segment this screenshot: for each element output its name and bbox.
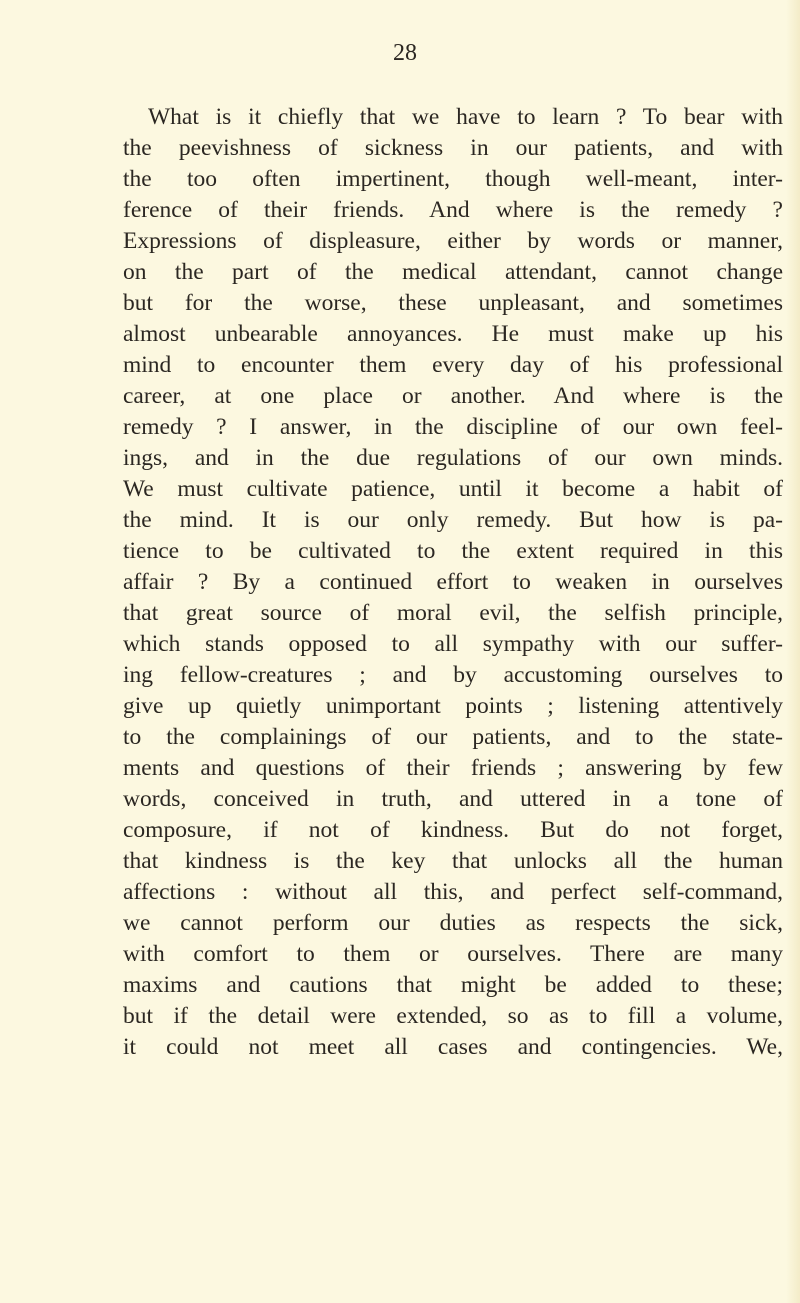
text-line-content: that great source of moral evil, the selfish principle, <box>123 600 783 626</box>
text-line-content: the too often impertinent, though well-meant, inter- <box>123 166 783 192</box>
text-line <box>123 784 783 815</box>
text-line-content: tience to be cultivated to the extent required in this <box>123 538 783 564</box>
text-line-content: ings, and in the due regulations of our own minds. <box>123 445 783 471</box>
text-line <box>123 195 783 226</box>
text-line-content: remedy ? I answer, in the discipline of our own feel- <box>123 414 783 440</box>
text-line-content: to the complainings of our patients, and to the state- <box>123 724 783 750</box>
text-line-content: maxims and cautions that might be added to these; <box>123 972 783 998</box>
text-line <box>123 722 783 753</box>
text-line <box>123 536 783 567</box>
text-line-content: ments and questions of their friends ; answering by few <box>123 755 783 781</box>
body-text <box>123 102 783 1063</box>
text-line <box>123 443 783 474</box>
text-line-content: but if the detail were extended, so as to fill a volume, <box>123 1003 783 1029</box>
text-line-content: almost unbearable annoyances. He must make up his <box>123 321 783 347</box>
text-line <box>123 629 783 660</box>
text-line <box>123 939 783 970</box>
text-line <box>123 970 783 1001</box>
text-line <box>123 660 783 691</box>
text-line <box>123 1032 783 1063</box>
text-line <box>123 877 783 908</box>
text-line <box>123 753 783 784</box>
text-line-content: composure, if not of kindness. But do not forget, <box>123 817 783 843</box>
text-line-content: We must cultivate patience, until it become a habit of <box>123 476 783 502</box>
text-line-content: words, conceived in truth, and uttered in a tone of <box>123 786 783 812</box>
text-line <box>123 164 783 195</box>
text-line-content: What is it chiefly that we have to learn ? To bear with <box>148 104 783 130</box>
page-edge-shadow <box>786 0 800 1303</box>
text-line <box>123 319 783 350</box>
text-line-content: the peevishness of sickness in our patients, and with <box>123 135 783 161</box>
text-line <box>123 133 783 164</box>
text-line-content: it could not meet all cases and contingencies. We, <box>123 1034 783 1060</box>
text-line <box>123 815 783 846</box>
text-line-content: the mind. It is our only remedy. But how is pa- <box>123 507 783 533</box>
text-line-content: but for the worse, these unpleasant, and sometimes <box>123 290 783 316</box>
text-line-content: affections : without all this, and perfect self-command, <box>123 879 783 905</box>
text-line <box>123 691 783 722</box>
text-line-content: with comfort to them or ourselves. There are many <box>123 941 783 967</box>
text-line <box>123 257 783 288</box>
text-line <box>123 102 783 133</box>
text-line <box>123 505 783 536</box>
text-line-content: we cannot perform our duties as respects the sick, <box>123 910 783 936</box>
text-line <box>123 567 783 598</box>
text-line-content: that kindness is the key that unlocks all the human <box>123 848 783 874</box>
text-line <box>123 412 783 443</box>
text-line <box>123 381 783 412</box>
text-line <box>123 1001 783 1032</box>
text-line-content: which stands opposed to all sympathy with our suffer- <box>123 631 783 657</box>
text-line <box>123 846 783 877</box>
text-line-content: affair ? By a continued effort to weaken in ourselves <box>123 569 783 595</box>
text-line-content: ing fellow-creatures ; and by accustoming ourselves to <box>123 662 783 688</box>
text-line-content: give up quietly unimportant points ; listening attentively <box>123 693 783 719</box>
text-line <box>123 288 783 319</box>
text-line-content: career, at one place or another. And where is the <box>123 383 783 409</box>
text-line <box>123 598 783 629</box>
text-line <box>123 908 783 939</box>
text-line <box>123 350 783 381</box>
text-line-content: ference of their friends. And where is the remedy ? <box>123 197 783 223</box>
page-number: 28 <box>393 40 417 66</box>
text-line-content: on the part of the medical attendant, cannot change <box>123 259 783 285</box>
text-line <box>123 474 783 505</box>
text-line-content: mind to encounter them every day of his professional <box>123 352 783 378</box>
text-line <box>123 226 783 257</box>
text-line-content: Expressions of displeasure, either by words or manner, <box>123 228 783 254</box>
